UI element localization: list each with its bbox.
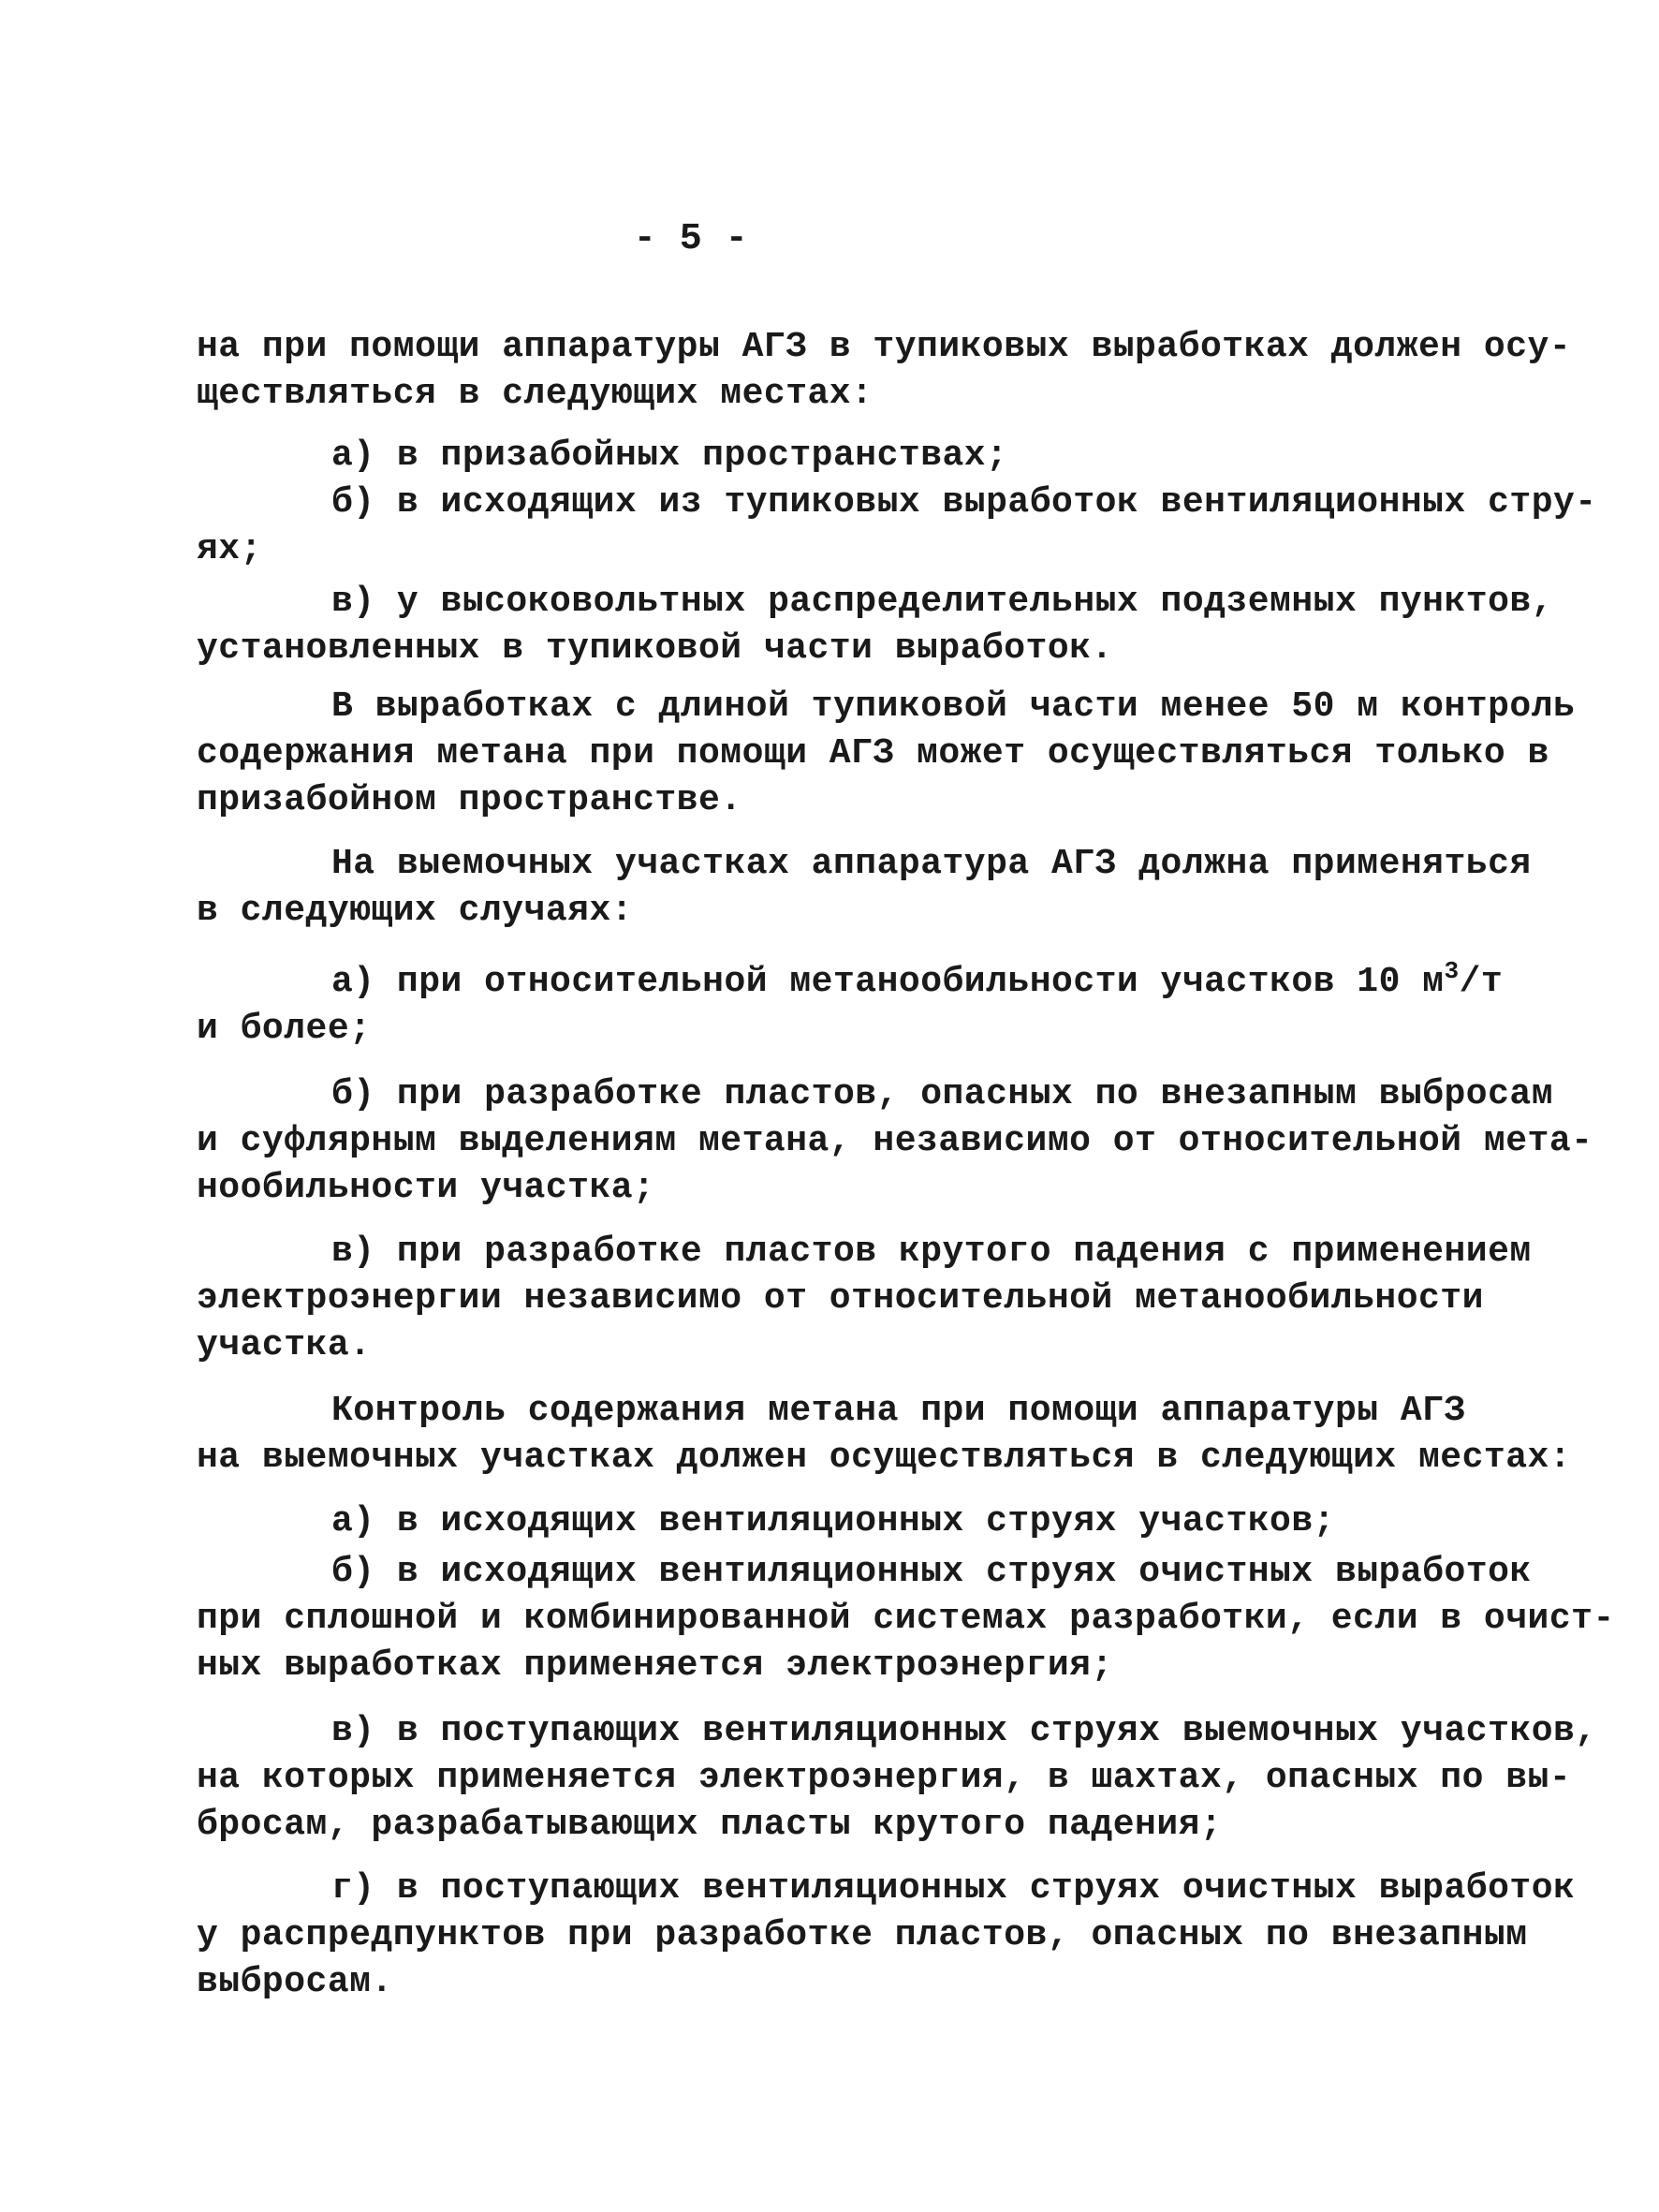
superscript-exponent: 3: [1444, 957, 1460, 985]
text-line: содержания метана при помощи АГЗ может осуществляться только в: [197, 733, 1549, 774]
text-line: установленных в тупиковой части выработок.: [197, 628, 1113, 669]
text-line: и более;: [197, 1009, 372, 1049]
paragraph-first-line: В выработках с длиной тупиковой части менее 50 м контроль: [331, 686, 1576, 727]
text-line: бросам, разрабатывающих пласты крутого падения;: [197, 1805, 1223, 1845]
text-line: на при помощи аппаратуры АГЗ в тупиковых выработках должен осу-: [197, 327, 1572, 367]
text-line: призабойном пространстве.: [197, 780, 742, 820]
text-line: на выемочных участках должен осуществляться в следующих местах:: [197, 1438, 1572, 1478]
list-item-line: в) при разработке пластов крутого падения с применением: [331, 1231, 1532, 1272]
list-item-line: б) при разработке пластов, опасных по внезапным выбросам: [331, 1074, 1554, 1114]
text-line: ях;: [197, 529, 262, 569]
list-item-line: [331, 959, 1503, 1006]
list-item-line: а) в исходящих вентиляционных струях участков;: [331, 1501, 1335, 1541]
list-item-line: а) в призабойных пространствах;: [331, 435, 1008, 476]
list-item-line: г) в поступающих вентиляционных струях очистных выработок: [331, 1868, 1576, 1909]
list-item-line: б) в исходящих вентиляционных струях очистных выработок: [331, 1552, 1532, 1592]
text-line: участка.: [197, 1325, 372, 1365]
text-line: в следующих случаях:: [197, 891, 634, 931]
text-line: нообильности участка;: [197, 1168, 655, 1208]
text-line: ществляться в следующих местах:: [197, 374, 874, 414]
list-item-line: в) в поступающих вентиляционных струях выемочных участков,: [331, 1711, 1597, 1751]
text-line: выбросам.: [197, 1962, 393, 2002]
page-number: - 5 -: [633, 218, 749, 260]
text-line: на которых применяется электроэнергия, в шахтах, опасных по вы-: [197, 1758, 1572, 1798]
paragraph-first-line: На выемочных участках аппаратура АГЗ должна применяться: [331, 844, 1532, 884]
list-item-line: в) у высоковольтных распределительных подземных пунктов,: [331, 582, 1554, 622]
unit-suffix: /т: [1459, 962, 1504, 1002]
text-line: при сплошной и комбинированной системах разработки, если в очист-: [197, 1599, 1615, 1639]
text-line: ных выработках применяется электроэнергия;: [197, 1645, 1113, 1686]
text-line: у распредпунктов при разработке пластов, опасных по внезапным: [197, 1915, 1528, 1955]
text-line: и суфлярным выделениям метана, независимо от относительной мета-: [197, 1121, 1593, 1161]
paragraph-first-line: Контроль содержания метана при помощи аппаратуры АГЗ: [331, 1391, 1466, 1431]
list-item-text: а) при относительной метанообильности участков 10 м: [331, 962, 1445, 1002]
list-item-line: б) в исходящих из тупиковых выработок вентиляционных стру-: [331, 482, 1597, 523]
text-line: электроэнергии независимо от относительной метанообильности: [197, 1278, 1484, 1319]
